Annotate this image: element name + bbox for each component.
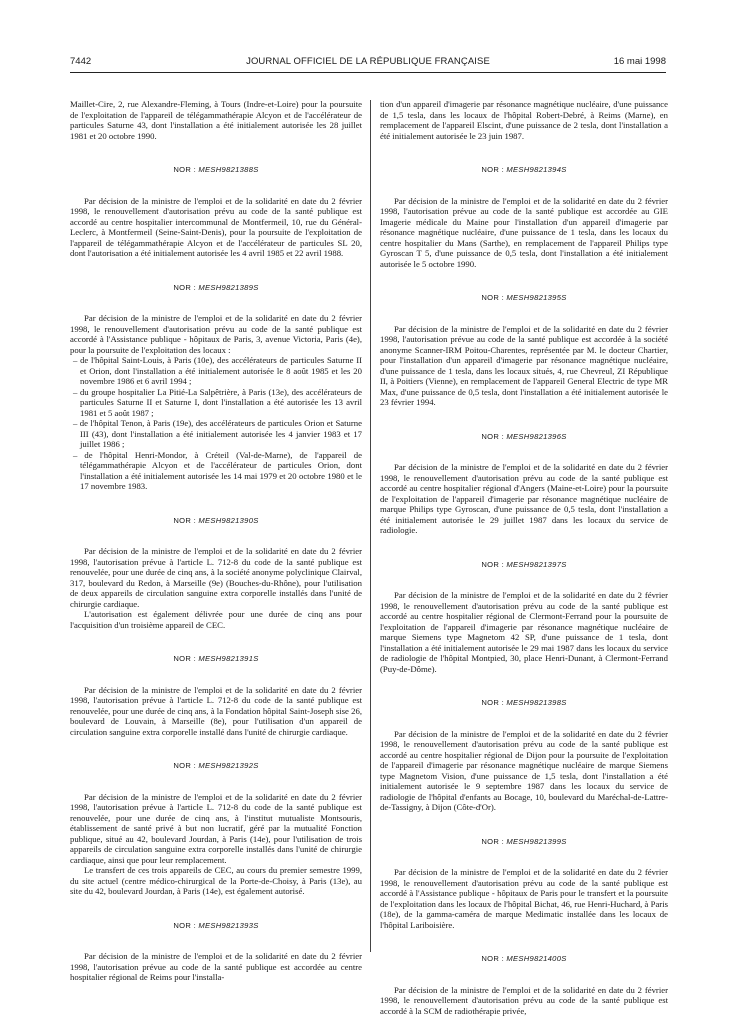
decision-paragraph: Par décision de la ministre de l'emploi et de la solidarité en date du 2 février 1998, l'autorisation prévue au code de la santé publique est accordée au centre hospitalier régional de Reims pour l'installa-: [70, 951, 362, 983]
right-column: [380, 99, 668, 1016]
list-item: – de l'hôpital Henri-Mondor, à Créteil (Val-de-Marne), de l'appareil de télégammathérapie Alcyon et de l'accélérateur de particules Orion, dont l'installation a été initialement autorisée les 14 mai 1979 et 20 octobre 1980 et le 17 novembre 1983.: [70, 450, 362, 492]
nor-prefix: NOR :: [481, 293, 504, 302]
nor-prefix: NOR :: [173, 165, 196, 174]
nor-prefix: NOR :: [173, 283, 196, 292]
nor-reference: [70, 516, 362, 527]
nor-code: MESH9821400S: [506, 954, 566, 963]
header-rule: [70, 72, 666, 73]
nor-reference: [380, 954, 668, 965]
nor-code: MESH9821390S: [198, 516, 258, 525]
decision-paragraph: Par décision de la ministre de l'emploi et de la solidarité en date du 2 février 1998, le renouvellement d'autorisation prévu au code de la santé publique est accordé au centre hospitalier intercommunal de Montfermeil, 10, rue du Général-Leclerc, à Montfermeil (Seine-Saint-Denis), pour la poursuite de l'exploitation de l'appareil de télégammathérapie Alcyon et de l'accélérateur de particules SL 20, dont l'autorisation a été initialement autorisée les 4 avril 1985 et 22 avril 1988.: [70, 196, 362, 259]
nor-prefix: NOR :: [481, 432, 504, 441]
decision-paragraph: Par décision de la ministre de l'emploi et de la solidarité en date du 2 février 1998, l'autorisation prévue au code de la santé publique est accordée à la société anonyme Scanner-IRM Poitou-Charentes, représentée par M. le docteur Chartier, pour l'installation d'un appareil d'imagerie par résonance magnétique nucléaire, d'une puissance de 1 tesla, dans les locaux situés, 4, rue Chevreul, ZI République II, à Poitiers (Vienne), en remplacement de l'appareil General Electric de type MR Max, d'une puissance de 0,5 tesla, dont l'installation a été initialement autorisée le 23 février 1994.: [380, 324, 668, 408]
decision-paragraph: Par décision de la ministre de l'emploi et de la solidarité en date du 2 février 1998, le renouvellement d'autorisation prévu au code de la santé publique est accordé au centre hospitalier régional de Dijon pour la poursuite de l'exploitation de l'appareil d'imagerie par résonance magnétique nucléaire de marque Siemens type Magnetom Vision, d'une puissance de 1,5 tesla, dont l'installation a été initialement autorisée le 9 septembre 1987 dans les locaux du service de radiologie de l'hôpital d'enfants au Bocage, 10, boulevard du Maréchal-de-Lattre-de-Tassigny, à Dijon (Côte-d'Or).: [380, 729, 668, 813]
nor-prefix: NOR :: [481, 165, 504, 174]
nor-prefix: NOR :: [481, 837, 504, 846]
nor-reference: [380, 837, 668, 848]
decision-paragraph: Par décision de la ministre de l'emploi et de la solidarité en date du 2 février 1998, le renouvellement d'autorisation prévu au code de la santé publique est accordé au centre hospitalier régional de Clermont-Ferrand pour la poursuite de l'exploitation de l'appareil d'imagerie par résonance magnétique nucléaire de marque Siemens type Magnetom 42 SP, d'une puissance de 1 tesla, dont l'installation a été initialement autorisée le 29 mai 1987 dans les locaux du service de radiologie de l'hôpital Montpied, 30, place Henri-Dunant, à Clermont-Ferrand (Puy-de-Dôme).: [380, 590, 668, 674]
nor-prefix: NOR :: [481, 698, 504, 707]
issue-date: 16 mai 1998: [614, 56, 666, 67]
nor-reference: [380, 293, 668, 304]
list-item: – du groupe hospitalier La Pitié-La Salpêtrière, à Paris (13e), des accélérateurs de particules Saturne II et Saturne I, dont l'installation a été autorisée les 13 avril 1981 et 5 août 1987 ;: [70, 387, 362, 419]
journal-title: JOURNAL OFFICIEL DE LA RÉPUBLIQUE FRANÇAISE: [70, 56, 666, 67]
nor-prefix: NOR :: [481, 954, 504, 963]
nor-prefix: NOR :: [173, 761, 196, 770]
nor-prefix: NOR :: [173, 516, 196, 525]
decision-paragraph: L'autorisation est également délivrée pour une durée de cinq ans pour l'acquisition d'un troisième appareil de CEC.: [70, 609, 362, 630]
decision-paragraph: Par décision de la ministre de l'emploi et de la solidarité en date du 2 février 1998, le renouvellement d'autorisation prévu au code de la santé publique est accordé à la SCM de radiothérapie privée,: [380, 985, 668, 1016]
nor-prefix: NOR :: [173, 654, 196, 663]
column-separator: [370, 100, 371, 952]
decision-paragraph: Par décision de la ministre de l'emploi et de la solidarité en date du 2 février 1998, l'autorisation prévue à l'article L. 712-8 du code de la santé publique est renouvelée, pour une durée de cinq ans, à la Fondation hôpital Saint-Joseph sise 26, boulevard de Louvain, à Marseille (8e), pour l'utilisation d'un appareil de circulation sanguine extra corporelle installé dans l'unité de chirurgie cardiaque.: [70, 685, 362, 738]
decision-paragraph: Le transfert de ces trois appareils de CEC, au cours du premier semestre 1999, du site actuel (centre médico-chirurgical de la Porte-de-Choisy, à Paris (13e), au site du 42, boulevard Jourdan, à Paris (14e), est également autorisé.: [70, 865, 362, 897]
decision-paragraph: Par décision de la ministre de l'emploi et de la solidarité en date du 2 février 1998, le renouvellement d'autorisation prévu au code de la santé publique est accordé à l'Assistance publique - hôpitaux de Paris, 3, avenue Victoria, Paris (4e), pour la poursuite de l'exploitation des locaux :: [70, 313, 362, 355]
nor-reference: [380, 432, 668, 443]
decision-paragraph: Par décision de la ministre de l'emploi et de la solidarité en date du 2 février 1998, l'autorisation prévue à l'article L. 712-8 du code de la santé publique est renouvelée, pour une durée de cinq ans, à la société anonyme polyclinique Clairval, 317, boulevard du Redon, à Marseille (9e) (Bouches-du-Rhône), pour l'utilisation de deux appareils de circulation sanguine extra corporelle installés dans l'unité de chirurgie cardiaque.: [70, 546, 362, 609]
nor-prefix: NOR :: [481, 560, 504, 569]
nor-reference: [70, 283, 362, 294]
nor-code: MESH9821398S: [506, 698, 566, 707]
nor-code: MESH9821394S: [506, 165, 566, 174]
nor-reference: [380, 698, 668, 709]
nor-code: MESH9821399S: [506, 837, 566, 846]
nor-code: MESH9821392S: [198, 761, 258, 770]
continued-paragraph: tion d'un appareil d'imagerie par résonance magnétique nucléaire, d'une puissance de 1,5 tesla, dans les locaux de l'hôpital Robert-Debré, à Reims (Marne), en remplacement de l'appareil Elscint, d'une puissance de 2 tesla, dont l'installation a été initialement autorisée le 23 juin 1987.: [380, 99, 668, 141]
page-number: 7442: [70, 56, 91, 67]
nor-code: MESH9821388S: [198, 165, 258, 174]
list-item: – de l'hôpital Tenon, à Paris (19e), des accélérateurs de particules Orion et Saturne III (43), dont l'installation a été initialement autorisée les 4 janvier 1983 et 17 juillet 1986 ;: [70, 418, 362, 450]
nor-reference: [380, 165, 668, 176]
nor-code: MESH9821391S: [198, 654, 258, 663]
left-column: [70, 99, 362, 983]
nor-code: MESH9821397S: [506, 560, 566, 569]
hospital-list: [70, 355, 362, 492]
nor-code: MESH9821393S: [198, 921, 258, 930]
nor-reference: [70, 654, 362, 665]
nor-code: MESH9821396S: [506, 432, 566, 441]
nor-code: MESH9821395S: [506, 293, 566, 302]
decision-paragraph: Par décision de la ministre de l'emploi et de la solidarité en date du 2 février 1998, le renouvellement d'autorisation prévu au code de la santé publique est accordé à l'Assistance publique - hôpitaux de Paris pour le transfert et la poursuite de l'exploitation dans les locaux de l'hôpital Bichat, 46, rue Henri-Huchard, à Paris (18e), de la gamma-caméra de marque Medimatic installée dans les locaux de l'hôpital Lariboisière.: [380, 867, 668, 930]
nor-reference: [70, 165, 362, 176]
decision-paragraph: Par décision de la ministre de l'emploi et de la solidarité en date du 2 février 1998, l'autorisation prévue au code de la santé publique est accordée au GIE Imagerie médicale du Maine pour l'installation d'un appareil d'imagerie par résonance magnétique nucléaire, d'une puissance de 1 tesla, dans les locaux du centre hospitalier du Mans (Sarthe), en remplacement de l'appareil Philips type Gyroscan T 5, d'une puissance de 0,5 tesla, dont l'installation a été initialement autorisée le 5 octobre 1990.: [380, 196, 668, 270]
nor-reference: [70, 921, 362, 932]
decision-paragraph: Par décision de la ministre de l'emploi et de la solidarité en date du 2 février 1998, le renouvellement d'autorisation prévu au code de la santé publique est accordé au centre hospitalier régional d'Angers (Maine-et-Loire) pour la poursuite de l'exploitation de l'appareil d'imagerie par résonance magnétique nucléaire de marque Philips type Gyroscan, d'une puissance de 0,5 tesla, dont l'installation a été initialement autorisée le 29 juillet 1987 dans les locaux du service de radiologie.: [380, 462, 668, 536]
nor-prefix: NOR :: [173, 921, 196, 930]
decision-paragraph: Par décision de la ministre de l'emploi et de la solidarité en date du 2 février 1998, l'autorisation prévue à l'article L. 712-8 du code de la santé publique est renouvelée, pour une durée de cinq ans, à l'institut mutualiste Montsouris, établissement de santé privé à but non lucratif, géré par la mutualité Fonction publique, situé au 42, boulevard Jourdan, à Paris (14e), pour l'utilisation de trois appareils de circulation sanguine extra corporelle installés dans l'unité de chirurgie cardiaque, ainsi que pour leur remplacement.: [70, 792, 362, 866]
nor-code: MESH9821389S: [198, 283, 258, 292]
continued-paragraph: Maillet-Cire, 2, rue Alexandre-Fleming, à Tours (Indre-et-Loire) pour la poursuite de l'exploitation de l'appareil de télégammathérapie Alcyon et de l'accélérateur de particules Saturne 43, dont l'installation a été initialement autorisée les 28 juillet 1981 et 20 octobre 1990.: [70, 99, 362, 141]
page-header: [70, 56, 666, 72]
nor-reference: [380, 560, 668, 571]
list-item: – de l'hôpital Saint-Louis, à Paris (10e), des accélérateurs de particules Saturne II et Orion, dont l'installation a été initialement autorisée le 8 août 1985 et les 20 novembre 1986 et 6 avril 1994 ;: [70, 355, 362, 387]
nor-reference: [70, 761, 362, 772]
